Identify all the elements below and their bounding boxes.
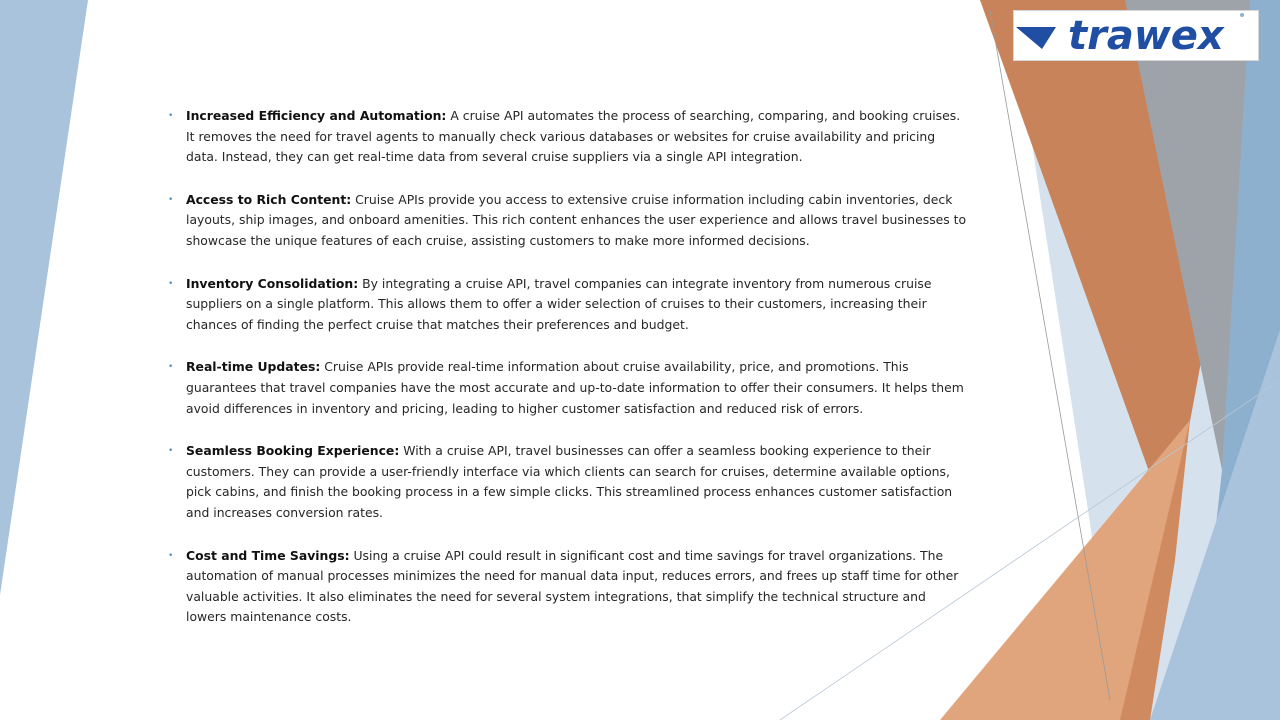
bullet-icon: • [168,194,174,205]
bullet-title: Cost and Time Savings: [186,547,350,563]
bullet-icon: • [168,446,174,457]
left-blue-shape [0,0,88,595]
bullet-title: Real-time Updates: [186,359,321,375]
bullet-text: With a cruise API, travel businesses can offer a seamless booking experience to their customers. They can provide a user-friendly interface via which clients can search for cruises, determine available options, pick cabins, and finish the booking process in a few simple clicks. This streamlined process enhances customer satisfaction and increases conversion rates. [186,443,953,520]
bullet-item-efficiency [168,106,968,168]
bullet-title: Access to Rich Content: [186,191,352,207]
bullet-text: Using a cruise API could result in significant cost and time savings for travel organizations. The automation of manual processes minimizes the need for manual data input, reduces errors, and frees up staff time for other valuable activities. It also eliminates the need for several system integrations, that simplify the technical structure and lowers maintenance costs. [186,547,959,625]
bullet-title: Seamless Booking Experience: [186,443,400,459]
bullet-title: Increased Efficiency and Automation: [186,108,447,123]
bullet-text: Cruise APIs provide real-time information about cruise availability, price, and promotions. This guarantees that travel companies have the most accurate and up-to-date information to offer their consumers. It helps them avoid differences in inventory and pricing, leading to higher customer satisfaction and reduced risk of errors. [186,359,964,416]
bullet-item-savings [168,546,968,628]
bullet-item-booking [168,441,968,523]
logo-text: trawex [1068,13,1224,59]
bullet-text: A cruise API automates the process of searching, comparing, and booking cruises. It removes the need for travel agents to manually check various databases or websites for cruise availability and pricing data. Instead, they can get real-time data from several cruise suppliers via a single API integration. [186,108,961,165]
bullet-icon: • [168,278,174,289]
bullet-item-inventory [168,274,968,336]
logo-registered-dot [1240,13,1244,17]
bullet-icon: • [168,111,174,121]
bullet-item-rich-content [168,190,968,252]
trawex-logo [1013,10,1259,61]
bullet-text: Cruise APIs provide you access to extensive cruise information including cabin inventories, deck layouts, ship images, and onboard amenities. This rich content enhances the user experience and allows travel businesses to showcase the unique features of each cruise, assisting customers to make more informed decisions. [186,191,967,248]
bullet-icon: • [168,550,174,561]
trawex-logo-arrow-icon [1016,27,1056,49]
bullet-icon: • [168,362,174,373]
bullet-item-realtime [168,357,968,419]
bullet-text: By integrating a cruise API, travel companies can integrate inventory from numerous cruise suppliers on a single platform. This allows them to offer a wider selection of cruises to their customers, increasing their chances of finding the perfect cruise that matches their preferences and budget. [186,275,932,332]
bullet-title: Inventory Consolidation: [186,275,359,291]
bullet-list [168,106,968,650]
